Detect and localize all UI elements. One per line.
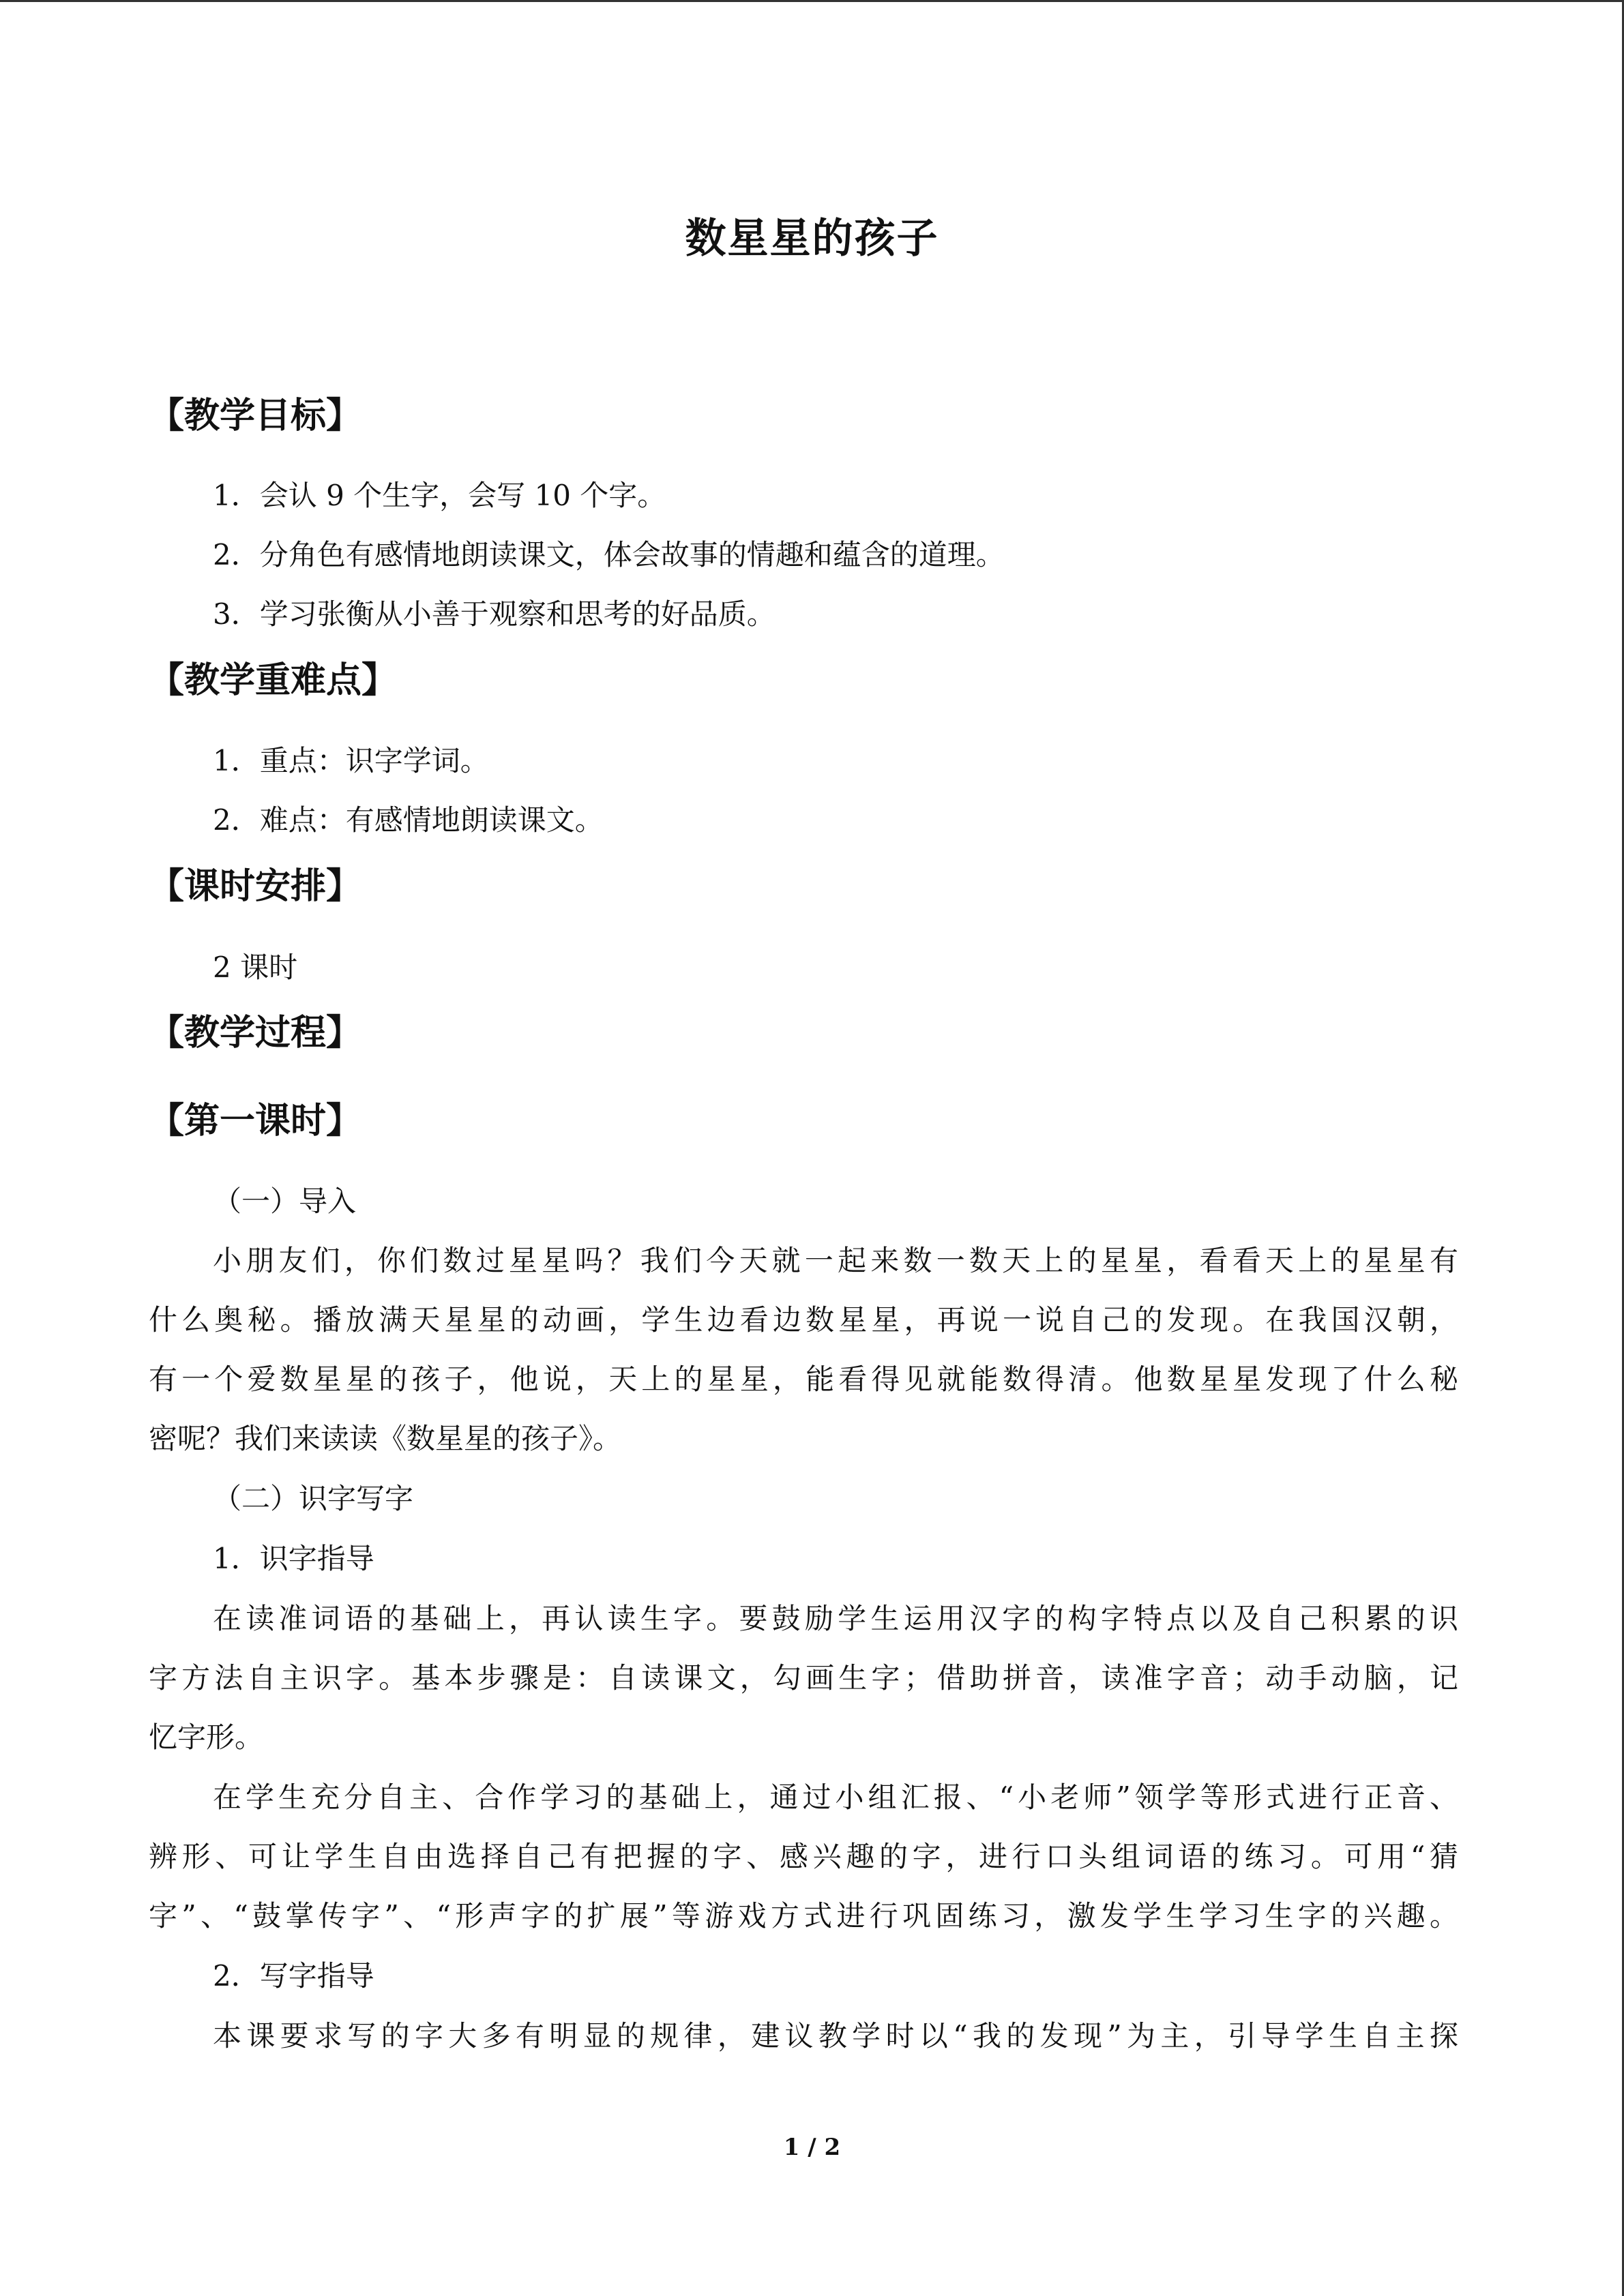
- page-border-top: [0, 0, 1624, 2]
- goal-item: 3．学习张衡从小善于观察和思考的好品质。: [213, 597, 776, 631]
- heading-schedule: 【课时安排】: [149, 866, 362, 907]
- heading-teaching-goals: 【教学目标】: [149, 396, 362, 436]
- paragraph-line: 在读准词语的基础上，再认读生字。要鼓励学生运用汉字的构字特点以及自己积累的识: [213, 1602, 1458, 1635]
- heading-teaching-process: 【教学过程】: [149, 1013, 362, 1054]
- key-point-item: 2．难点：有感情地朗读课文。: [213, 803, 604, 837]
- paragraph-line: 有一个爱数星星的孩子，他说，天上的星星，能看得见就能数得清。他数星星发现了什么秘: [149, 1362, 1458, 1396]
- heading-key-points: 【教学重难点】: [149, 660, 398, 701]
- paragraph-line: 字”、“鼓掌传字”、“形声字的扩展”等游戏方式进行巩固练习，激发学生学习生字的兴趣。: [149, 1899, 1458, 1933]
- paragraph-line: 密呢？我们来读读《数星星的孩子》。: [149, 1422, 622, 1455]
- subheading-literacy: （二）识字写字: [213, 1482, 414, 1515]
- paragraph-line: 忆字形。: [149, 1720, 264, 1754]
- paragraph-line: 小朋友们，你们数过星星吗？我们今天就一起来数一数天上的星星，看看天上的星星有: [213, 1244, 1458, 1277]
- paragraph-line: 什么奥秘。播放满天星星的动画，学生边看边数星星，再说一说自己的发现。在我国汉朝，: [149, 1303, 1458, 1337]
- paragraph-line: 字方法自主识字。基本步骤是：自读课文，勾画生字；借助拼音，读准字音；动手动脑，记: [149, 1661, 1458, 1695]
- key-point-item: 1．重点：识字学词。: [213, 744, 489, 777]
- subheading-intro: （一）导入: [213, 1184, 357, 1218]
- paragraph-line: 在学生充分自主、合作学习的基础上，通过小组汇报、“小老师”领学等形式进行正音、: [213, 1780, 1458, 1814]
- schedule-text: 2 课时: [213, 951, 298, 984]
- heading-first-lesson: 【第一课时】: [149, 1101, 362, 1142]
- page-number: 1 / 2: [783, 2134, 841, 2161]
- subheading-writing-guidance: 2．写字指导: [213, 1959, 374, 1993]
- goal-item: 1．会认 9 个生字，会写 10 个字。: [213, 479, 666, 512]
- subheading-reading-guidance: 1．识字指导: [213, 1542, 374, 1575]
- paragraph-line: 辨形、可让学生自由选择自己有把握的字、感兴趣的字，进行口头组词语的练习。可用“猜: [149, 1840, 1458, 1873]
- document-title: 数星星的孩子: [685, 215, 939, 263]
- paragraph-line: 本课要求写的字大多有明显的规律，建议教学时以“我的发现”为主，引导学生自主探: [213, 2019, 1458, 2053]
- goal-item: 2．分角色有感情地朗读课文，体会故事的情趣和蕴含的道理。: [213, 538, 1005, 571]
